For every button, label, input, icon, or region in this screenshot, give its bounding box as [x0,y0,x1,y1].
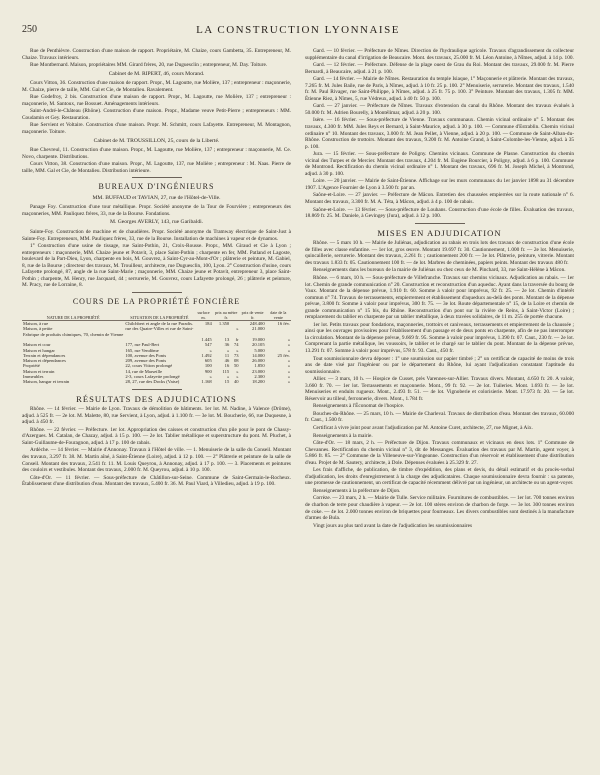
table-cell: 14, rue de Marseille [125,368,163,374]
paragraph: Gard. — 10 février. — Préfecture de Nîmes. Direction de l'hydraulique agricole. Travaux d'agrandissement du collecteur supplémentaire du canal d'irrigation de Beaucaire. Mont. des travaux, 25.000 fr. M. Léon Antoine, à Nîmes, adjud. à 14 p. 100. [305,48,574,61]
column-header: prix de vente fr. [240,310,266,321]
property-table [22,310,291,385]
page-number: 250 [22,24,37,35]
paragraph: Ardèche. — 14 février. — Mairie d'Annonay. Travaux à l'Hôtel de ville. — 1. Menuiserie de la salle du Conseil. Montant des travaux, 3.297 fr. 38. M. Martin aîné, à Saint-Étienne (Loire), adjud. à 12 p. 100. — 2° Plâtrerie et peinture de la salle de Conseil. Montant des travaux, 2.541 fr. 11. M. Louis Queyrou, à Annonay, adjud. à 17 p. 100. — 3. Placements et peintures des couloirs et vestibules. Montant des travaux, 2.000 fr. M. Queyrou, adjud. à 10 p. 100. [22,447,291,474]
table-cell: 74 [233,342,239,348]
table-cell: » [236,347,239,353]
paragraph: Saône-et-Loire. — 13 février. — Sous-préfecture de Louhans. Construction d'une école de filles. Évaluation des travaux, 18.869 fr. 25. M. Daniele, à Gevingey (Jura), adjud. à 12 p. 100. [305,206,574,220]
paragraph: Renseignements à l'Économat de l'hospice. [313,403,405,410]
table-cell: 26.000 [252,358,265,364]
table-cell: » [287,347,290,353]
table-cell: » [287,363,290,369]
paragraph: Côte-d'Or. — 18 mars, 2 h. — Préfecture de Dijon. Travaux communaux et vicinaux en deux lots. 1° Commune de Chevannes. Rectification du chemin vicinal n° 3, dit de Messanges. Évaluation des travaux par M. Martin, agent voyer, à 5.866 fr. 85. — 2° Commune de la Villeneuve-sur-Vingeanne. Construction d'un réservoir et établissement d'une distribution d'eau. Projet de M. Sautery, architecte, à Dole. Dépenses évaluées à 25.329 fr. 27. [305,440,574,466]
table-cell: 20.105 [252,342,265,348]
right-column [305,48,574,530]
paragraph: Rhône. — 6 mars, 10 h. — Sous-préfecture de Villefranche. Travaux sur chemins vicinaux. Adjudication au rabais. — 1er lot. Chemin de grande communication n° 20. Construction et reconstruction d'un aqueduc. Ayant dans la traversée du bourg de Vaux. Montant de la dépense prévue, 1.910 fr. 60. Somme à valoir pour imprévus, 92 fr. 25. — 2e lot. Chemin d'intérêt commun n° 74. Travaux de terrassements, empierrement et établissement d'aqueducs au-delà des ponts. Montant de la dépense prévue, 3.800 fr. Somme à valoir pour imprévus, 300 fr. 75. — 3e lot. Route départementale n° 15, de la Loire et chemin de grande communication n° 15 bis, du Rhône. Reconstruction d'un pont sur la rivière de Reins, à Saint-Victor (Loire) ; remplacement du tablier en charpente par un tablier métallique, à deux travées solidaires, de 11 m. 255 de portée chacune. [305,274,574,321]
paragraph: Rue Servient et Voltaire. Construction d'une maison. Propr. M. Schmitt, cours Lafayette. Entrepreneur, M. Montagnon, maçonnerie. Toiture. [22,122,291,136]
engineer-heading: MM. BUFFAUD et TAVIAN, 27, rue de l'Hôtel-de-Ville. [92,194,221,201]
paragraph: Tout soumissionnaire devra déposer : 1° une soumission sur papier timbré ; 2° un certificat de capacité de moins de trois ans de date visé par l'ingénieur ou par le département du Rhône, lui ayant l'adjudication constatant l'aptitude du soumissionnaire. [305,355,574,375]
paragraph: Rue Godefroy, 2 bis. Construction d'une maison de rapport. Propr., M. Lagoutte, rue Molière, 137 ; entrepreneur : maçonnerie, M. Santoux, rue Bossuet. Aménagements intérieurs. [22,94,291,107]
table-cell: 1.168 [201,379,212,385]
table-cell: » [226,374,230,380]
engineer-heading: M. Georges AVERLY, 143, rue Garibaldi. [109,219,204,226]
paragraph: Vingt jours au plus tard avant la date de l'adjudication les soumissionnaires [313,522,473,529]
table-cell: Fabrique de produits chimiques, 70, chemin de Vienne [23,331,124,337]
table-cell: 209, avenue des Ponts [125,358,167,364]
table-cell: 1.850 [254,363,265,369]
table-cell: 28, 27, rue des Docks (Vaise) [125,379,180,385]
paragraph: Saint-André-le-Château (Rhône). Construction d'une maison. Propr., Madame veuve Petit-Pierre ; entrepreneurs : MM. Coudamin et Gey. Restauration. [22,108,291,121]
table-cell: 16 [224,363,230,369]
table-cell: 184 [204,321,212,327]
table-cell: 73 [233,352,239,358]
table-cell: Maison et terrain [23,368,55,374]
table-cell: 1.350 [218,321,230,327]
paragraph: 1er lot. Petits travaux pour fondations, maçonneries, trottoirs et caniveaux, terrassements et empierrement de la chaussée ; ainsi que les ouvrages provisoires pour l'établissement d'un passage et de deux ponts en charpente, afin de ne pas interrompre la circulation. Montant de la dépense prévue, 9.669 fr. 95. Somme à valoir pour imprévus, 1.390 fr. 07. Caut., 230 fr. — 2e lot. Comprenant la partie métallique, les voussoirs, le tablier et le chargé sur le tablier du pont. Montant de la dépense prévue, 13.291 fr. 07. Somme à valoir pour imprévus, 578 fr. 93. Caut., 450 fr. [305,321,574,354]
paragraph: Renseignements à la préfecture de Dijon. [313,487,401,494]
columns [22,48,574,530]
table-cell: Chilchbert et angle de la rue Paradis. [125,321,194,327]
table-cell: 900 [204,368,212,374]
table-cell: » [236,374,239,380]
table-cell: 36 [224,342,230,348]
paragraph: Les frais d'affiche, de publication, de timbre d'expédition, des plans et devis, du détail estimatif et du procès-verbal d'adjudication, les droits d'enregistrement à la charge des adjudicataires. Chaque soumissionnaire devra fournir : sa patente, une promesse de cautionnement, un certificat de capacité récemment délivré par un ingénieur, un architecte ou un agent-voyer. [305,467,574,487]
table-row [22,379,291,384]
paragraph: Gard. — 12 février. — Préfecture. Défense de la plage ouest de Grau du Roi. Montant des travaux, 29.000 fr. M. Pierre Bernardi, à Beaucaire, adjud. à 21 p. 100. [305,62,574,75]
table-cell: 08 [233,358,239,364]
table-cell: » [287,379,290,385]
paragraph: Jura. — 15 février. — Sous-préfecture de Poligny. Chemins vicinaux. Commune de Plasne. Construction du chemin vicinal des Turpes et de Mercier. Montant des travaux, 4.204 fr. M. Eugène Bourcier, à Poligny, adjud. à 6 p. 100. Commune de Montrond. Rectification du chemin vicinal ordinaire n° 1. Montant des travaux, 696 fr. M. Joseph Michel, à Montrond, adjud. à 30 p. 100. [305,151,574,177]
table-cell: 1.445 [201,336,212,342]
paragraph: 1° Construction d'une usine de tissage, rue Saint-Pothin, 21, Croix-Rousse. Propr., MM. Giraud et Cie à Lyon ; entrepreneurs : maçonnerie, MM. Chaize jeune et Potavit, 3, place Saint-Pothin ; charpente en fer, MM. Patland et Lagoste, boulevard de la Part-Dieu, Lyon, charpente en bois, M. Gouvrez, à Saint-Cyr-au-Mont-d'Or ; plâtrerie et peinture, M. Gabiel, 8, rue de la Bourse ; directeur des travaux, M. Trouilleur, architecte, rue Duguesclin, 100, Lyon. 2° Construction d'usine, cours Lafayette prolongé, 87, angle de la rue Saint-Marie ; maçonnerie, MM. Chaize jeune et Potavit, entrepreneur 3, place Saint-Pothin ; charpente, M. Henry, rue Jacquard, 44 ; serrurerie, M. Gouvrez, cours Lafayette prolongé, 26 ; plâtrerie et peinture, M. Pracy, rue de Lorraine, 8. [22,243,291,289]
table-cell: » [287,342,290,348]
paragraph: Rhône. — 5 mars 10 h. — Mairie de Juliénas, adjudication au rabais en trois lots des travaux de construction d'une école de filles avec classe enfantine. — 1er lot, gros œuvre. Montant 19.697 fr. 30. Cautionnement, 1.000 fr. — 2e lot. Menuiserie, quincaillerie, serrurerie. Montant des travaux, 2.261 fr. ; cautionnement 200 fr. — 3e lot. Plâtrerie, peinture, vitrerie. Montant des travaux 1.833 fr. 05. Cautionnement 100 fr. — 4e lot. Marbres de cheminées, papiers peints. Montant des travaux 480 fr. [305,240,574,266]
paragraph: Cours Vitton, 36. Construction d'une maison de rapport. Propr., M. Lagoutte, rue Molière, 137 ; entrepreneur : maçonnerie, M. Chaize, pierre de taille, MM. Gal et Cie, de Montalieu. Ravalement. [22,80,291,93]
table-cell: 16 fév. [277,321,290,327]
table-cell: Immeubles [23,374,44,380]
paragraph: Rue de Penthièvre. Construction d'une maison de rapport. Propriétaire, M. Chaize, cours Gambetta, 35. Entrepreneur, M. Chaize. Travaux intérieurs. [22,48,291,61]
table-cell: 547 [204,342,212,348]
paragraph: Allier. — 3 mars, 10 h. — Hospice de Cusset, près Varennes-sur-Allier. Travaux divers. Montant, 4.650 fr. 20. A valoir, 3.660 fr. 70. — 1er lot. Terrassements et maçonnerie. Mont., 99 fr. 92. — 2e lot. Tuileries. Mont. 1.693 fr. — 3e lot. Menuiseries et enduits rugueux. Mont., 2.493 fr. 51. — 4e lot. Vignoberie et colorisierie. Mont. 17.973 fr. 20. — 5e lot. Réservoir au tilleul, ferronnerie, divers. Mont., 1.784 fr. [305,376,574,402]
table-cell: 19.000 [252,336,265,342]
paragraph: Cours Vitton, 38. Construction d'une maison. Propr., M. Lagoutte, 137, rue Molière ; entrepreneur : M. Naas. Pierre de taille, MM. Gal et Cie, de Montalieu. Distribution intérieure. [22,161,291,174]
table-cell: 23.000 [252,368,265,374]
table-cell: rue des Quatre-Villes et rue de Saint- [125,326,194,332]
table-cell: 13 [224,336,230,342]
column-header: SITUATION DE LA PROPRIÉTÉ [124,310,194,321]
cabinet-heading: Cabinet de M. TROUSSILLON, 25, cours de la Liberté. [93,137,220,144]
section-title-ingenieurs: BUREAUX D'INGÉNIEURS [98,182,215,192]
column-header: NATURE DE LA PROPRIÉTÉ [22,310,124,321]
table-cell: 605 [204,358,212,364]
paragraph: Rhône. — 14 février. — Mairie de Lyon. Travaux de démolition de bâtiments. 1er lot. M. Nadine, à Valence (Drôme), adjud. à 525 fr. — 2e lot. M. Malette, 80, rue Servient, à Lyon, adjud. à 1.100 fr. — 3e lot. M. Boucherie, 66, rue Duquesne, à adjud. à 450 fr. [22,406,291,426]
paragraph: Renseignements à la mairie. [313,432,373,439]
running-title: LA CONSTRUCTION LYONNAISE [196,24,400,36]
paragraph: Certificat à vivre joint pour avant l'adjudication par M. Antoine Curet, architecte, 27, rue Mignet, à Aix. [313,424,533,431]
table-cell: 18.200 [252,379,265,385]
paragraph: Panage Foy. Construction d'une tour métallique. Propr. Société anonyme de la Tour de Fourvière ; entrepreneurs des maçonneries, MM. Pauliquez frères, 33, rue de la Bourse. Fondations. [22,204,291,217]
table-cell: Maison et cour [23,342,51,348]
table-cell: 100, avenue des Ponts [125,352,167,358]
cabinet-heading: Cabinet de M. RIPERT, 46, cours Morand. [108,70,205,77]
table-cell: 11 [224,352,230,358]
table-cell: Maison, à rue [23,321,49,327]
table-cell: 21.000 [252,326,265,332]
left-column [22,48,291,530]
paragraph: Isère. — 16 février. — Sous-préfecture de Vienne. Travaux communaux. Chemin vicinal ordinaire n° 5. Montant des travaux, 4.300 fr. MM. Jules Reys et Bernard, à Saint-Maurice, adjud. à 30 p. 100. — Commune d'Estrablin. Chemin vicinal ordinaire n° 10. Montant des travaux, 3.000 fr. M. Jean Pellet, à Vienne, adjud. à 20 p. 100. — Commune de Saint-Alban-du-Rhône. Construction de trottoirs. Montant des travaux, 9.200 fr. M. Antoine Grand, à Saint-Colombe-les-Vienne, adjud. à 35 p. 100. [305,117,574,150]
table-cell: Propriété [23,363,40,369]
paragraph: Saône-et-Loire. — 27 janvier. — Préfecture de Mâcon. Entretien des chaussées empierrées sur la route nationale n° 6. Montant des travaux, 3.300 fr. M. A. Téta, à Mâcon, adjud. à 4 p. 100 de rabais. [305,192,574,206]
table-cell: 165, rue Vendôme [125,347,159,353]
divider [415,223,465,224]
table-cell: Maison et hangar [23,347,55,353]
table-cell: Maison, hangar et terrain [23,379,70,385]
table-cell: » [226,347,230,353]
paragraph: Bouches-du-Rhône. — 25 mars, 10 h. — Mairie de Charleval. Travaux de distribution d'eau. Montant des travaux, 60.000 fr. Caut., 1.500 fr. [305,410,574,424]
paragraph: Rue Montbernard. Maison, propriétaires MM. Girard frères, 20, rue Duguesclin ; entrepreneur, M. Day. Toiture. [30,62,268,69]
section-title-resultats: RÉSULTATS DES ADJUDICATIONS [76,393,237,404]
table-cell: 248.400 [249,321,265,327]
paragraph: Corrèze. — 23 mars, 2 h. — Mairie de Tulle. Service militaire. Fournitures de combustibles. — 1er lot. 700 tonnes environ de charbon de terre pour chaudière à vapeur. — 2e lot. 100 stères environ de charbon de forge. — 3e lot. 300 tonnes environ de coke. — 4e lot. 2.000 tonnes environ de briquettes pour fourneaux. Les divers combustibles sont destinés à la manufacture d'armes de Bula. [305,495,574,522]
paragraph: Gard. — 27 janvier. — Préfecture de Nîmes. Travaux d'extension du canal du Rhône. Montant des travaux évalués à 50.000 fr. M. Adrien Bourelly, à Montélimar, adjud. à 20 p. 100. [305,103,574,116]
table-cell: 50 [233,363,239,369]
table-cell: 40 [233,379,239,385]
column-header: surface m. [194,310,212,321]
page-header [22,24,574,42]
table-cell: » [287,358,290,364]
table-cell: 5.000 [254,347,265,353]
table-cell: » [209,347,212,353]
paragraph: Côte-d'Or. — 11 février. — Sous-préfecture de Châtillon-sur-Seine. Commune de Saint-Germain-le-Rocheux. Établissement d'une distribution d'eau. Montant des travaux, 5.400 fr. 36. M. Paul Viard, à Villedieu, adjud. à 19 p. 100. [22,474,291,488]
table-cell: 100 [204,363,212,369]
paragraph: Sainte-Foy. Construction de machine et de chaudières. Propr. Société anonyme du Tramway électrique de Saint-Just à Sainte-Foy. Entrepreneurs, MM. Pauliquez frères, 33, rue de la Bourse. Installation de machines à vapeur et de dynamos. [22,229,291,242]
section-title-fonciere: COURS DE LA PROPRIÉTÉ FONCIÈRE [72,296,241,306]
table-cell: 22, cours Vitton prolongé [125,363,173,369]
paragraph: Rhône. — 22 février. — Préfecture. 1er lot. Appropriation des caisses et construction d'un pile pour le pont de Chassy-d'Azergues. M. Catalan, de Chazay, adjud. à 15 p. 100. — 2e lot. Tablier métallique et superstructure du pont. M. Pluchet, à Saint-Guillaume-de-Fouragnon, adjud. à 17 p. 100 de rabais. [22,426,291,446]
column-header: prix au mètre fr. [213,310,240,321]
table-cell: 25 fév. [277,352,290,358]
table-cell: Maison et dépendances [23,358,66,364]
divider [132,292,182,293]
table-cell: » [209,374,212,380]
table-cell: 15 [224,379,230,385]
table-cell: fr [235,336,239,342]
property-table-body [22,321,291,385]
table-cell: 46 [224,358,230,364]
table-cell: Terrain et dépendances [23,352,66,358]
table-cell: » [287,368,290,374]
paragraph: Rue Chevreul, 11. Construction d'une maison. Propr., M. Lagoutte, rue Molière, 137 ; entrepreneur : maçonnerie, M. Ce. Novo, charpente. Distributions. [22,147,291,160]
table-cell: » [236,326,239,332]
table-cell: 14.000 [252,352,265,358]
divider [132,177,182,178]
paragraph: Gard. — 14 février. — Mairie de Nîmes. Restauration du temple Isiaque, 1° Maçonnerie et plâtrerie. Montant des travaux, 7.265 fr. M. Jules Baile, rue de Paris, à Nîmes, adjud. à 10 fr. 25 p. 100. 2° Menuiserie, serrurerie. Montant des travaux, 1.540 fr. M. Paul Rivager, rue Saint-Philippe, à Nîmes, adjud. à 25 fr. 75 p. 100. 3° Peinture. Montant des travaux, 1.305 fr. MM. Étienne Riez, à Nîmes, 5, rue Védreux, adjud. à 40 fr. 50 p. 100. [305,76,574,102]
table-cell: Maison, à petite [23,326,53,332]
table-cell: 115 [222,368,230,374]
table-cell: 2-3, cours Lafayette prolongé [125,374,180,380]
table-cell: » [287,374,290,380]
section-title-mises: MISES EN ADJUDICATION [377,227,502,238]
table-cell: » [236,368,239,374]
table-cell: 2.300 [254,374,265,380]
divider [132,389,182,390]
table-cell: » [287,336,290,342]
table-header-row [22,310,291,321]
paragraph: Loire. — 20 janvier. — Mairie de Saint-Étienne. Affichage sur les murs communaux du 1er janvier 1898 au 31 décembre 1907. L'Agence Fournier de Lyon à 3.500 fr. par an. [305,178,574,191]
column-header: date de la vente [266,310,291,321]
paragraph: Renseignements dans les bureaux de la mairie de Juliénas ou chez ceux de M. Pinchard, 33, rue Saint-Hélène à Mâcon. [313,267,566,274]
table-cell: 177, rue Paul-Bert [125,342,160,348]
table-cell: 1.492 [201,352,212,358]
